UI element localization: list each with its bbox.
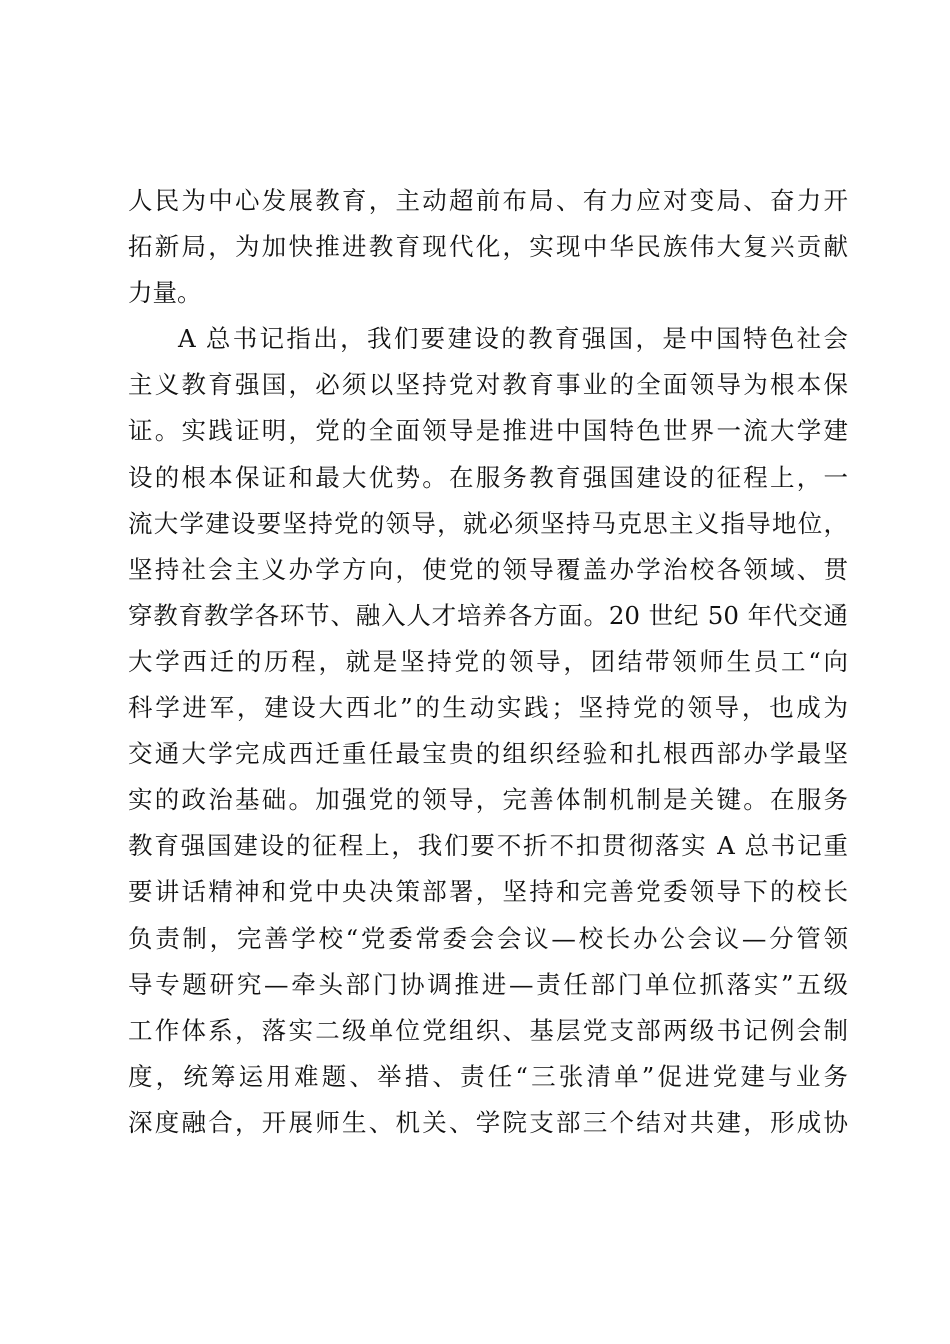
text-line: 科学进军，建设大西北”的生动实践；坚持党的领导，也成为 xyxy=(128,693,848,723)
text-line: 人民为中心发展教育，主动超前布局、有力应对变局、奋力开 xyxy=(128,186,848,215)
text-line: 要讲话精神和党中央决策部署，坚持和完善党委领导下的校长 xyxy=(128,877,848,907)
text-line: 力量。 xyxy=(128,278,202,308)
text-line: A 总书记指出，我们要建设的教育强国，是中国特色社会 xyxy=(178,324,848,354)
text-line xyxy=(128,1192,848,1238)
text-line: 流大学建设要坚持党的领导，就必须坚持马克思主义指导地位， xyxy=(128,508,848,538)
document-body xyxy=(128,178,848,1238)
text-line: 导专题研究—牵头部门协调推进—责任部门单位抓落实”五级 xyxy=(128,969,848,999)
text-line: 深度融合，开展师生、机关、学院支部三个结对共建，形成协 xyxy=(128,1107,848,1137)
text-line: 实的政治基础。加强党的领导，完善体制机制是关键。在服务 xyxy=(128,785,848,815)
text-line: 证。实践证明，党的全面领导是推进中国特色世界一流大学建 xyxy=(128,416,848,446)
text-line xyxy=(128,1146,848,1192)
text-line: 穿教育教学各环节、融入人才培养各方面。20 世纪 50 年代交通 xyxy=(128,600,848,630)
text-line: 拓新局，为加快推进教育现代化，实现中华民族伟大复兴贡献 xyxy=(128,232,848,262)
text-line: 大学西迁的历程，就是坚持党的领导，团结带领师生员工“向 xyxy=(128,646,848,676)
text-line: 负责制，完善学校“党委常委会会议—校长办公会议—分管领 xyxy=(128,923,848,953)
text-line: 工作体系，落实二级单位党组织、基层党支部两级书记例会制 xyxy=(128,1015,848,1045)
paragraph-2 xyxy=(128,316,848,1238)
text-line: 度，统筹运用难题、举措、责任“三张清单”促进党建与业务 xyxy=(128,1061,848,1091)
text-line: 主义教育强国，必须以坚持党对教育事业的全面领导为根本保 xyxy=(128,370,848,400)
text-line: 坚持社会主义办学方向，使党的领导覆盖办学治校各领域、贯 xyxy=(128,554,848,584)
text-line: 交通大学完成西迁重任最宝贵的组织经验和扎根西部办学最坚 xyxy=(128,739,848,769)
paragraph-1 xyxy=(128,178,848,316)
text-line: 教育强国建设的征程上，我们要不折不扣贯彻落实 A 总书记重 xyxy=(128,831,848,861)
text-line: 设的根本保证和最大优势。在服务教育强国建设的征程上，一 xyxy=(128,462,848,492)
